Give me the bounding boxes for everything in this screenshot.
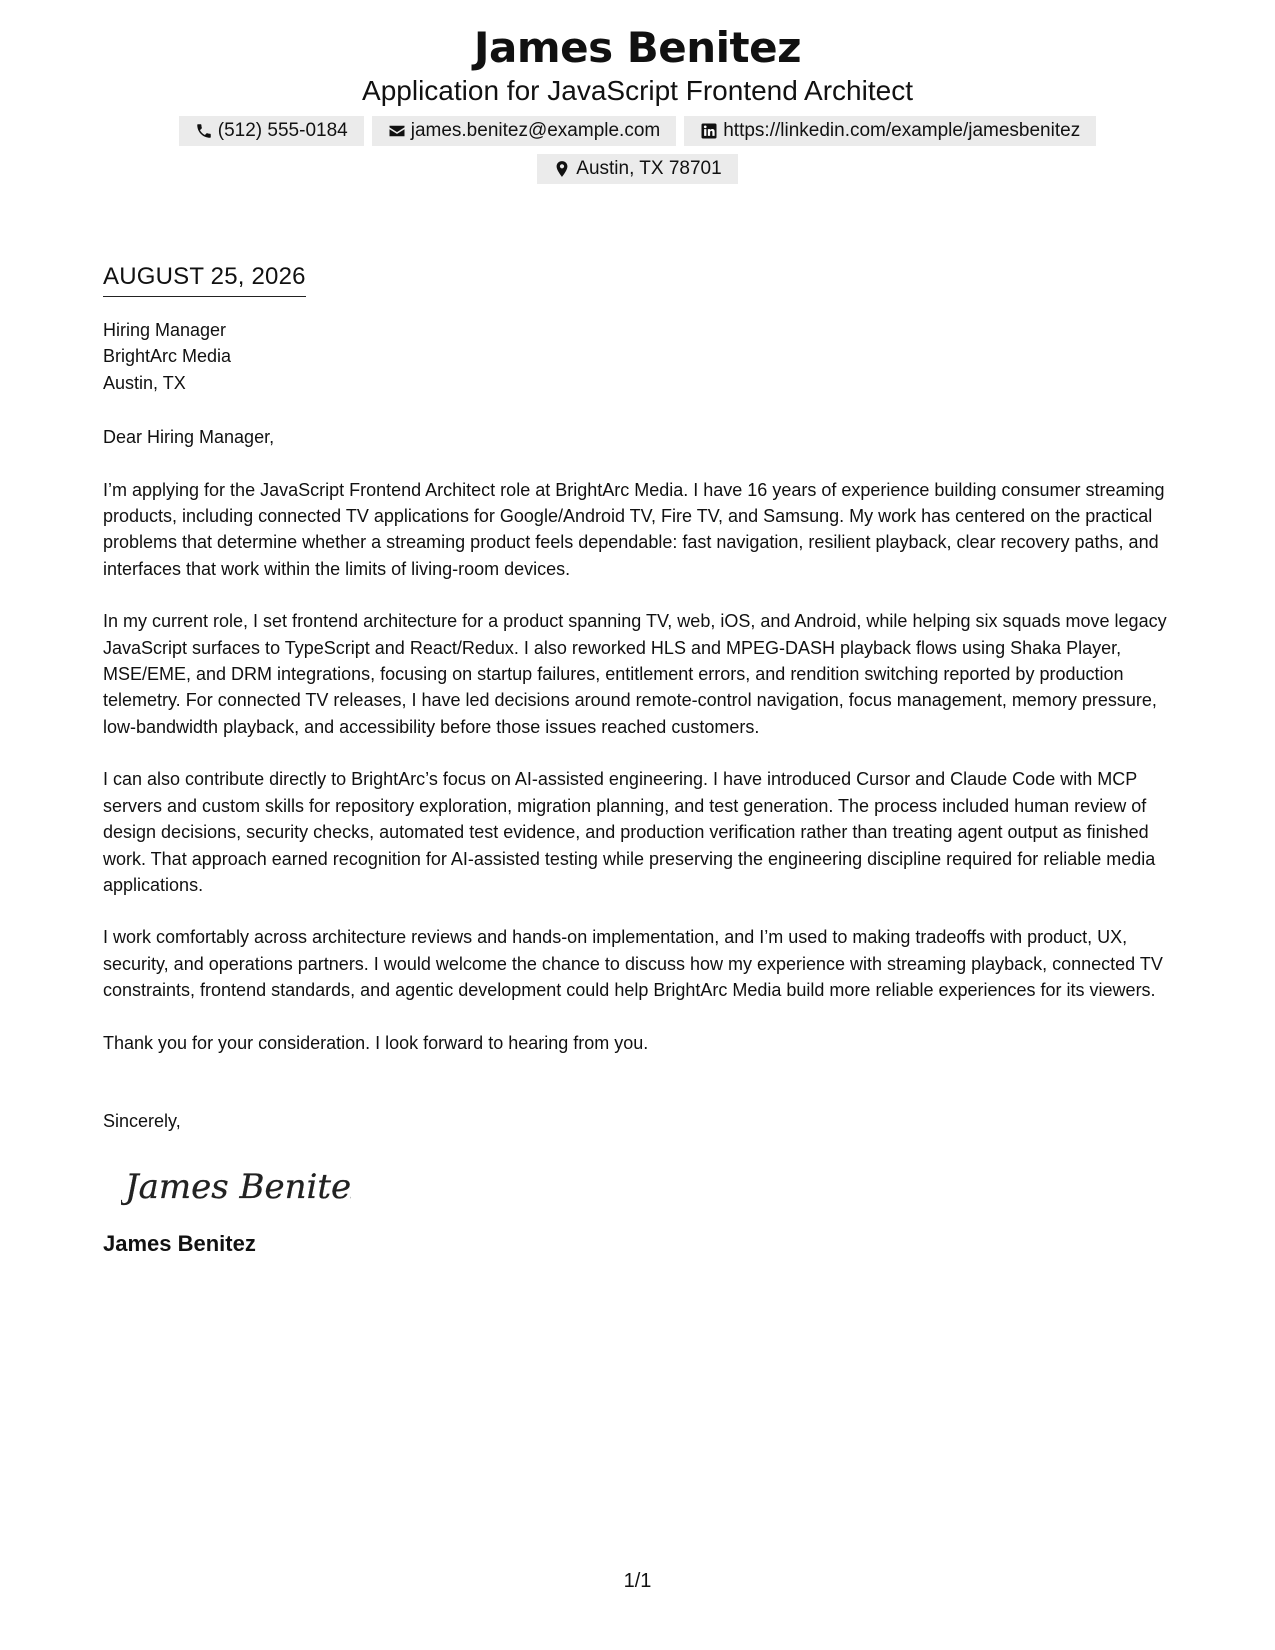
recipient-line: Hiring Manager (103, 320, 227, 340)
paragraph: I work comfortably across architecture reviews and hands-on implementation, and I’m used to making tradeoffs with product, UX, security, and operations partners. I would welcome the chance to discuss how my experience with streaming playback, connected TV constraints, frontend standards, and agentic development could help BrightArc Media build more reliable experiences for its viewers. (103, 927, 1163, 1001)
signature-text: James Benitez (125, 1167, 351, 1208)
application-subtitle: Application for JavaScript Frontend Architect (362, 75, 913, 106)
letter-body (103, 262, 1178, 1258)
recipient-line: Austin, TX (103, 372, 186, 393)
paragraph: I’m applying for the JavaScript Frontend Architect role at BrightArc Media. I have 16 years of experience building consumer streaming products, including connected TV applications for Google/Android TV, Fire TV, and Samsung. My work has centered on the practical problems that determine whether a streaming product feels dependable: fast navigation, resilient playback, clear recovery paths, and interfaces that work within the limits of living-room devices. (103, 479, 1165, 579)
applicant-name: James Benitez (473, 23, 802, 72)
paragraph: I can also contribute directly to BrightArc’s focus on AI-assisted engineering. I have introduced Cursor and Claude Code with MCP servers and custom skills for repository exploration, migration planning, and test generation. The process included human review of design decisions, security checks, automated test evidence, and production verification rather than treating agent output as finished work. That approach earned recognition for AI-assisted testing while preserving the engineering discipline required for reliable media applications. (103, 769, 1156, 895)
letter-header (0, 22, 1275, 184)
paragraph: In my current role, I set frontend architecture for a product spanning TV, web, iOS, and Android, while helping six squads move legacy JavaScript surfaces to TypeScript and React/Redux. I also reworked HLS and MPEG-DASH playback flows using Shaka Player, MSE/EME, and DRM integrations, focusing on startup failures, entitlement errors, and rendition switching reported by production telemetry. For connected TV releases, I have led decisions around remote-control navigation, focus management, memory pressure, low-bandwidth playback, and accessibility before those issues reached customers. (103, 611, 1167, 737)
phone-chip (179, 116, 364, 146)
email-text: james.benitez@example.com (410, 120, 661, 141)
map-marker-icon (553, 160, 571, 178)
linkedin-chip (684, 116, 1096, 146)
salutation: Dear Hiring Manager, (103, 427, 275, 448)
linkedin-icon (700, 122, 718, 140)
signer-name: James Benitez (103, 1230, 256, 1256)
closing: Sincerely, (103, 1110, 181, 1131)
phone-icon (195, 122, 213, 140)
phone-text: (512) 555-0184 (217, 120, 348, 141)
letter-date: AUGUST 25, 2026 (103, 262, 306, 297)
recipient-line: BrightArc Media (103, 346, 232, 367)
location-chip (537, 154, 737, 184)
envelope-icon (388, 122, 406, 140)
page-number: 1/1 (623, 1570, 652, 1592)
location-text: Austin, TX 78701 (576, 158, 722, 179)
paragraph: Thank you for your consideration. I look forward to hearing from you. (103, 1032, 649, 1053)
email-chip (372, 116, 677, 146)
recipient-block (103, 317, 1178, 396)
linkedin-text: https://linkedin.com/example/jamesbenitez (723, 120, 1081, 141)
handwritten-signature (121, 1160, 351, 1212)
contact-info (0, 116, 1275, 184)
